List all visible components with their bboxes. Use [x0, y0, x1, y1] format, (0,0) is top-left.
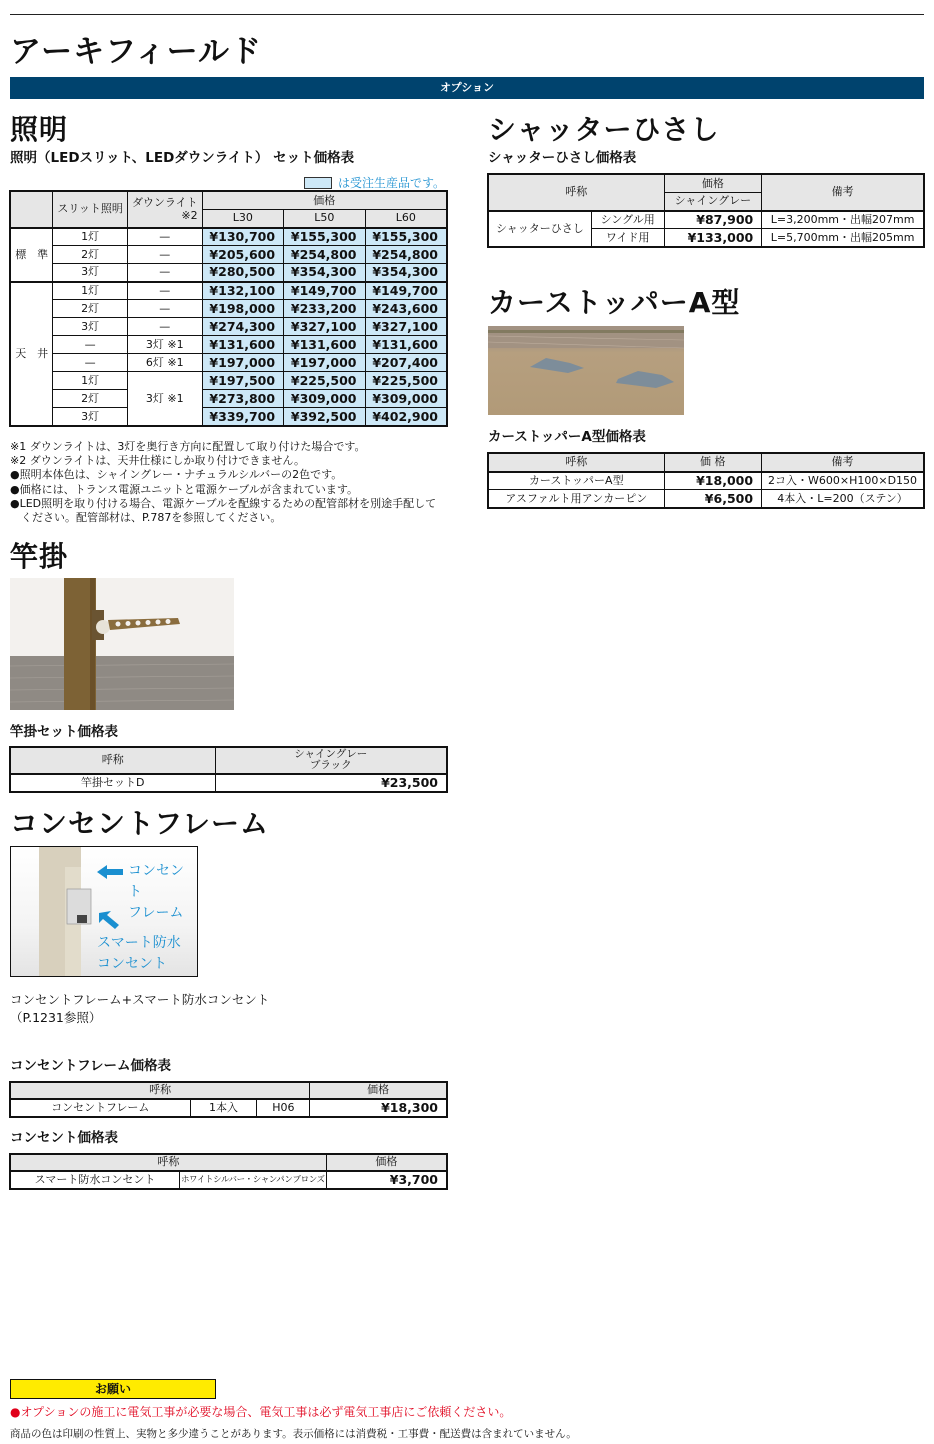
name-cell: カーストッパーA型	[489, 472, 665, 490]
table-row	[11, 390, 447, 408]
price-cell: ¥225,500	[284, 372, 365, 390]
shutter-subtitle: シャッターひさし価格表	[488, 150, 637, 166]
slit-cell: 3灯	[53, 318, 128, 336]
price-cell: ¥233,200	[284, 300, 365, 318]
header-name: 呼称	[11, 1083, 310, 1099]
caption-line2: （P.1231参照）	[10, 1010, 102, 1025]
note-line: ●LED照明を取り付ける場合、電源ケーブルを配線するための配管部材を別途手配して	[10, 496, 437, 510]
table-row	[11, 228, 447, 246]
price-cell: ¥197,000	[284, 354, 365, 372]
lighting-title: 照明	[10, 113, 69, 146]
carstopper-image-icon	[488, 326, 684, 415]
table-row	[11, 372, 447, 390]
table-row	[11, 264, 447, 282]
down-cell: 6灯 ※1	[127, 354, 202, 372]
table-row	[11, 300, 447, 318]
header-color	[215, 748, 446, 774]
price-cell: ¥131,600	[365, 336, 446, 354]
legend-swatch	[304, 177, 332, 189]
code-cell: H06	[257, 1099, 310, 1117]
note-line: ●価格には、トランス電源ユニットと電源ケーブルが含まれています。	[10, 482, 358, 496]
down-cell: —	[127, 246, 202, 264]
price-cell: ¥309,000	[284, 390, 365, 408]
header-l60: L60	[365, 210, 446, 228]
note-line: ※2 ダウンライトは、天井仕様にしか取り付けできません。	[10, 454, 306, 468]
table-row	[11, 774, 447, 792]
price-cell: ¥254,800	[365, 246, 446, 264]
down-cell: —	[127, 318, 202, 336]
outlet-frame-table-title: コンセントフレーム価格表	[10, 1058, 172, 1074]
header-price: 価格	[202, 192, 446, 210]
price-cell: ¥243,600	[365, 300, 446, 318]
shutter-price-table	[488, 174, 924, 247]
slit-cell: 2灯	[53, 246, 128, 264]
slit-cell: 1灯	[53, 228, 128, 246]
product-name: シャッターひさし	[489, 211, 592, 247]
outlet-price-table	[10, 1154, 447, 1189]
label-frame-line1: コンセント	[128, 863, 184, 900]
header-color2: ブラック	[309, 759, 352, 772]
shutter-title: シャッターひさし	[488, 113, 720, 146]
header-color: シャイングレー	[664, 193, 762, 211]
price-cell: ¥273,800	[202, 390, 283, 408]
header-downlight-label: ダウンライト	[131, 196, 198, 210]
table-row	[489, 472, 924, 490]
slit-cell: 1灯	[53, 282, 128, 300]
remarks-cell: L=5,700mm・出幅205mm	[762, 229, 924, 247]
legend-text: は受注生産品です。	[338, 176, 446, 190]
header-name: 呼称	[489, 454, 665, 472]
slit-cell: 3灯	[53, 408, 128, 426]
header-l30: L30	[202, 210, 283, 228]
price-cell: ¥87,900	[664, 211, 762, 229]
price-cell: ¥6,500	[664, 490, 762, 508]
price-cell: ¥18,300	[310, 1099, 447, 1117]
header-price: 価格	[310, 1083, 447, 1099]
header-price: 価 格	[664, 454, 762, 472]
type-cell: シングル用	[591, 211, 664, 229]
note-line: ※1 ダウンライトは、3灯を奥行き方向に配置して取り付けた場合です。	[10, 440, 366, 453]
note-line: ●照明本体色は、シャイングレー・ナチュラルシルバーの2色です。	[10, 468, 343, 482]
label-frame-line2: フレーム	[128, 905, 184, 921]
qty-cell: 1本入	[190, 1099, 257, 1117]
lighting-subtitle: 照明（LEDスリット、LEDダウンライト） セット価格表	[10, 150, 355, 166]
name-cell: スマート防水コンセント	[11, 1171, 180, 1189]
option-bar: オプション	[10, 77, 924, 99]
down-cell: —	[127, 282, 202, 300]
slit-cell: 1灯	[53, 372, 128, 390]
price-cell: ¥197,000	[202, 354, 283, 372]
down-cell: —	[127, 228, 202, 246]
price-cell: ¥254,800	[284, 246, 365, 264]
header-downlight	[127, 192, 202, 228]
request-label: お願い	[10, 1379, 216, 1399]
table-row	[11, 318, 447, 336]
price-cell: ¥225,500	[365, 372, 446, 390]
made-to-order-legend	[304, 172, 445, 191]
arrow-upleft-icon	[99, 911, 119, 929]
label-outlet-line2: コンセント	[97, 956, 167, 972]
pole-photo	[10, 578, 234, 710]
slit-cell: 2灯	[53, 300, 128, 318]
lighting-price-table	[10, 191, 447, 426]
note-line: ください。配管部材は、P.787を参照してください。	[10, 511, 282, 525]
price-cell: ¥197,500	[202, 372, 283, 390]
down-cell: 3灯 ※1	[127, 372, 202, 426]
caption-line1: コンセントフレーム+スマート防水コンセント	[10, 992, 270, 1007]
price-cell: ¥131,600	[284, 336, 365, 354]
price-cell: ¥207,400	[365, 354, 446, 372]
header-color1: シャイングレー	[294, 748, 368, 761]
price-cell: ¥309,000	[365, 390, 446, 408]
slit-cell: 2灯	[53, 390, 128, 408]
table-row	[11, 282, 447, 300]
carstopper-subtitle: カーストッパーA型価格表	[488, 429, 646, 445]
header-downlight-note: ※2	[181, 209, 198, 223]
header-remarks: 備考	[762, 175, 924, 211]
table-row	[11, 336, 447, 354]
carstopper-title: カーストッパーA型	[488, 286, 741, 319]
price-cell: ¥402,900	[365, 408, 446, 426]
price-cell: ¥155,300	[365, 228, 446, 246]
price-cell: ¥149,700	[284, 282, 365, 300]
page-title: アーキフィールド	[10, 34, 262, 70]
slit-cell: 3灯	[53, 264, 128, 282]
outlet-frame-photo	[10, 846, 198, 977]
pole-price-table	[10, 747, 447, 792]
name-cell: コンセントフレーム	[11, 1099, 191, 1117]
price-cell: ¥354,300	[365, 264, 446, 282]
price-cell: ¥133,000	[664, 229, 762, 247]
type-cell: ワイド用	[591, 229, 664, 247]
name-cell: 竿掛セットD	[11, 774, 216, 792]
pole-subtitle: 竿掛セット価格表	[10, 724, 118, 740]
down-cell: —	[127, 300, 202, 318]
label-outlet	[97, 933, 181, 975]
footer-note: 商品の色は印刷の性質上、実物と多少違うことがあります。表示価格には消費税・工事費・配送費は含まれていません。	[10, 1428, 577, 1440]
price-cell: ¥339,700	[202, 408, 283, 426]
price-cell: ¥354,300	[284, 264, 365, 282]
header-blank	[11, 192, 53, 228]
price-cell: ¥198,000	[202, 300, 283, 318]
price-cell: ¥131,600	[202, 336, 283, 354]
price-cell: ¥3,700	[326, 1171, 446, 1189]
label-outlet-line1: スマート防水	[97, 935, 181, 951]
price-cell: ¥130,700	[202, 228, 283, 246]
outlet-table-title: コンセント価格表	[10, 1130, 118, 1146]
header-price: 価格	[664, 175, 762, 193]
group-label-standard: 標 準	[11, 228, 53, 282]
header-name: 呼称	[489, 175, 665, 211]
color-cell: ホワイトシルバー・シャンパンブロンズ	[179, 1171, 326, 1189]
pole-title: 竿掛	[10, 540, 69, 573]
remarks-cell: L=3,200mm・出幅207mm	[762, 211, 924, 229]
carstopper-photo	[488, 326, 684, 415]
request-text: ●オプションの施工に電気工事が必要な場合、電気工事は必ず電気工事店にご依頼ください。	[10, 1405, 512, 1419]
header-remarks: 備考	[762, 454, 924, 472]
table-row	[11, 354, 447, 372]
table-row	[11, 1171, 447, 1189]
price-cell: ¥149,700	[365, 282, 446, 300]
price-cell: ¥327,100	[365, 318, 446, 336]
outlet-frame-price-table	[10, 1082, 447, 1117]
down-cell: —	[127, 264, 202, 282]
header-name: 呼称	[11, 748, 216, 774]
table-row	[11, 1099, 447, 1117]
header-slit: スリット照明	[53, 192, 128, 228]
price-cell: ¥392,500	[284, 408, 365, 426]
header-l50: L50	[284, 210, 365, 228]
slit-cell: —	[53, 354, 128, 372]
price-cell: ¥280,500	[202, 264, 283, 282]
lighting-notes	[10, 440, 460, 525]
table-row	[489, 211, 924, 229]
outlet-caption	[10, 991, 269, 1027]
carstopper-price-table	[488, 453, 924, 508]
price-cell: ¥23,500	[215, 774, 446, 792]
group-label-ceiling: 天 井	[11, 282, 53, 426]
outlet-frame-title: コンセントフレーム	[10, 807, 270, 840]
table-row	[11, 246, 447, 264]
remarks-cell: 4本入・L=200（ステン）	[762, 490, 924, 508]
price-cell: ¥327,100	[284, 318, 365, 336]
name-cell: アスファルト用アンカーピン	[489, 490, 665, 508]
price-cell: ¥132,100	[202, 282, 283, 300]
arrow-left-icon	[97, 865, 123, 879]
header-price: 価格	[326, 1155, 446, 1171]
down-cell: 3灯 ※1	[127, 336, 202, 354]
table-row	[489, 490, 924, 508]
price-cell: ¥18,000	[664, 472, 762, 490]
label-frame	[128, 861, 197, 924]
price-cell: ¥274,300	[202, 318, 283, 336]
pole-hanger-image-icon	[10, 578, 234, 710]
header-name: 呼称	[11, 1155, 327, 1171]
slit-cell: —	[53, 336, 128, 354]
remarks-cell: 2コ入・W600×H100×D150	[762, 472, 924, 490]
top-rule	[10, 14, 924, 15]
table-row	[11, 408, 447, 426]
price-cell: ¥155,300	[284, 228, 365, 246]
price-cell: ¥205,600	[202, 246, 283, 264]
